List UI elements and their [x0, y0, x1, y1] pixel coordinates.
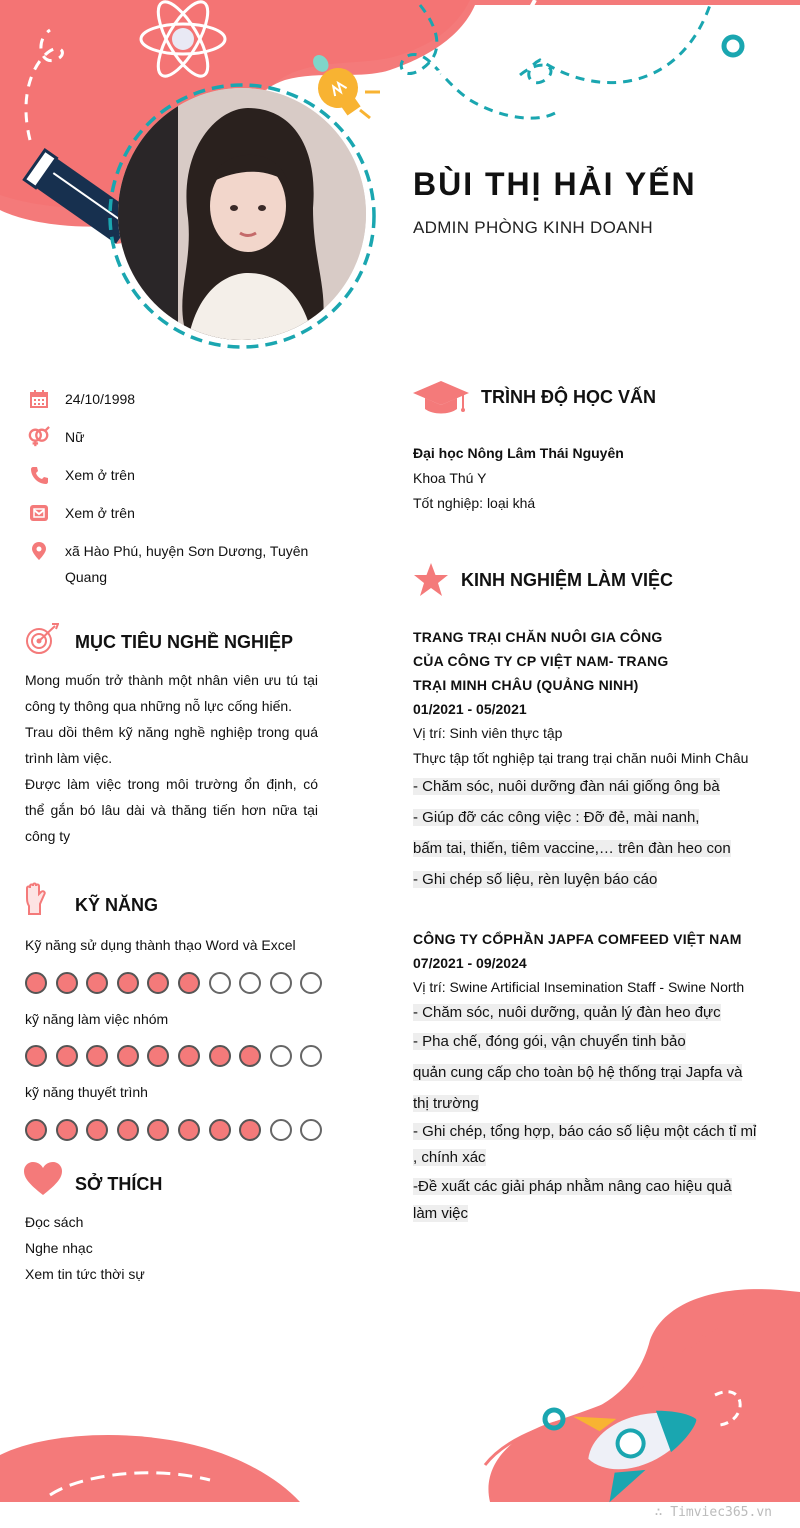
- company-name: CỦA CÔNG TY CP VIỆT NAM- TRANG: [413, 653, 669, 669]
- hobby-item: Đọc sách: [25, 1214, 84, 1230]
- duty-text: - Pha chế, đóng gói, vận chuyển tinh bảo: [413, 1033, 686, 1050]
- job-duty: [413, 833, 783, 864]
- experience-job: [413, 927, 788, 1225]
- rating-dot-filled: [117, 1119, 139, 1141]
- hobby-item: Xem tin tức thời sự: [25, 1266, 145, 1282]
- rating-dot-filled: [25, 1045, 47, 1067]
- duty-text: , chính xác: [413, 1149, 486, 1166]
- graduation-rank: Tốt nghiệp: loại khá: [413, 495, 536, 511]
- rating-dot-filled: [209, 1045, 231, 1067]
- email-icon: [28, 502, 50, 524]
- rating-dot-filled: [147, 1119, 169, 1141]
- watermark: ∴ Timviec365.vn: [654, 1505, 772, 1520]
- gender-icon: [28, 426, 50, 448]
- rating-dot-empty: [300, 1119, 322, 1141]
- job-duty: [413, 1026, 788, 1057]
- duty-text: quản cung cấp cho toàn bộ hệ thống trại Japfa và: [413, 1064, 743, 1081]
- profile-photo: [118, 88, 366, 340]
- hand-icon: [24, 882, 48, 916]
- rating-dot-empty: [300, 1045, 322, 1067]
- job-position: Vị trí: Swine Artificial Insemination Staff - Swine North: [413, 979, 745, 995]
- target-icon: [24, 623, 60, 655]
- phone-icon: [28, 464, 50, 486]
- job-duty: [413, 1145, 788, 1171]
- rating-dot-filled: [117, 1045, 139, 1067]
- education-title: TRÌNH ĐỘ HỌC VẤN: [481, 387, 656, 407]
- rating-dot-empty: [270, 1119, 292, 1141]
- calendar-icon: [28, 388, 50, 410]
- rating-dot-filled: [178, 1119, 200, 1141]
- skill-rating: [25, 972, 322, 994]
- job-duty: [413, 1203, 788, 1225]
- skill-label: Kỹ năng sử dụng thành thạo Word và Excel: [25, 937, 296, 953]
- experience-title: KINH NGHIỆM LÀM VIỆC: [461, 570, 674, 590]
- job-period: 07/2021 - 09/2024: [413, 955, 527, 971]
- rating-dot-filled: [86, 1045, 108, 1067]
- objective-line: Được làm việc trong môi trường ổn định, có thể gắn bó lâu dài và thăng tiến hơn nữa tại công ty: [25, 776, 318, 844]
- company-name: TRANG TRẠI CHĂN NUÔI GIA CÔNG: [413, 629, 663, 645]
- duty-text: làm việc: [413, 1205, 469, 1222]
- job-note: Thực tập tốt nghiệp tại trang trại chăn nuôi Minh Châu: [413, 750, 749, 766]
- graduation-cap-icon: [413, 380, 469, 416]
- rating-dot-empty: [270, 972, 292, 994]
- job-duty: [413, 802, 783, 833]
- rating-dot-filled: [147, 972, 169, 994]
- address-text: xã Hào Phú, huyện Sơn Dương, Tuyên Quang: [65, 543, 309, 585]
- contact-phone: [28, 464, 328, 488]
- duty-text: -Đề xuất các giải pháp nhằm nâng cao hiệu quả: [413, 1178, 732, 1195]
- duty-text: - Chăm sóc, nuôi dưỡng, quản lý đàn heo đực: [413, 1004, 721, 1021]
- rating-dot-filled: [209, 1119, 231, 1141]
- objective-line: Trau dồi thêm kỹ năng nghề nghiệp trong quá trình làm việc.: [25, 724, 318, 766]
- duty-text: thị trường: [413, 1095, 479, 1112]
- objective-line: Mong muốn trở thành một nhân viên ưu tú tại công ty thông qua những nỗ lực cống hiến.: [25, 672, 318, 714]
- rating-dot-filled: [56, 972, 78, 994]
- company-name: CÔNG TY CỔPHẦN JAPFA COMFEED VIỆT NAM: [413, 931, 742, 947]
- birthday-text: 24/10/1998: [65, 391, 136, 407]
- rating-dot-filled: [56, 1045, 78, 1067]
- job-position: Vị trí: Sinh viên thực tập: [413, 725, 563, 741]
- duty-text: bấm tai, thiến, tiêm vaccine,… trên đàn heo con: [413, 840, 731, 857]
- phone-text: Xem ở trên: [65, 467, 135, 483]
- rating-dot-filled: [239, 1119, 261, 1141]
- skill-label: kỹ năng làm việc nhóm: [25, 1011, 169, 1027]
- contact-address: [28, 540, 328, 590]
- duty-text: - Ghi chép số liệu, rèn luyện báo cáo: [413, 871, 658, 888]
- rating-dot-filled: [239, 1045, 261, 1067]
- job-duty: [413, 1171, 788, 1203]
- skills-title: KỸ NĂNG: [75, 895, 159, 915]
- rating-dot-filled: [117, 972, 139, 994]
- company-name: TRẠI MINH CHÂU (QUẢNG NINH): [413, 677, 639, 693]
- rating-dot-filled: [86, 1119, 108, 1141]
- contact-email: [28, 502, 328, 526]
- rating-dot-filled: [25, 1119, 47, 1141]
- rating-dot-filled: [178, 1045, 200, 1067]
- duty-text: - Ghi chép, tổng hợp, báo cáo số liệu một cách tỉ mỉ: [413, 1123, 757, 1140]
- faculty: Khoa Thú Y: [413, 470, 487, 486]
- contact-gender: [28, 426, 328, 450]
- star-icon: [413, 562, 449, 598]
- location-pin-icon: [28, 540, 50, 562]
- job-duty: [413, 771, 783, 802]
- candidate-name: BÙI THỊ HẢI YẾN: [413, 166, 697, 202]
- rating-dot-filled: [178, 972, 200, 994]
- skill-rating: [25, 1119, 322, 1141]
- job-duty: [413, 1057, 788, 1088]
- rating-dot-filled: [56, 1119, 78, 1141]
- rating-dot-filled: [25, 972, 47, 994]
- skill-label: kỹ năng thuyết trình: [25, 1084, 148, 1100]
- skill-rating: [25, 1045, 322, 1067]
- hobbies-title: SỞ THÍCH: [75, 1174, 163, 1194]
- gender-text: Nữ: [65, 429, 85, 445]
- rating-dot-empty: [300, 972, 322, 994]
- rating-dot-filled: [147, 1045, 169, 1067]
- rating-dot-filled: [86, 972, 108, 994]
- job-duty: [413, 1088, 788, 1119]
- rating-dot-empty: [239, 972, 261, 994]
- school-name: Đại học Nông Lâm Thái Nguyên: [413, 445, 624, 461]
- duty-text: - Chăm sóc, nuôi dưỡng đàn nái giống ông bà: [413, 778, 720, 795]
- job-period: 01/2021 - 05/2021: [413, 701, 527, 717]
- job-title: ADMIN PHÒNG KINH DOANH: [413, 218, 653, 237]
- email-text: Xem ở trên: [65, 505, 135, 521]
- education-details: [413, 441, 624, 516]
- job-duty: [413, 1000, 788, 1026]
- heart-icon: [24, 1162, 62, 1196]
- rating-dot-empty: [270, 1045, 292, 1067]
- rating-dot-empty: [209, 972, 231, 994]
- objective-title: MỤC TIÊU NGHỀ NGHIỆP: [75, 632, 294, 652]
- duty-text: - Giúp đỡ các công việc : Đỡ đẻ, mài nanh,: [413, 809, 700, 826]
- job-duty: [413, 1119, 788, 1145]
- contact-birthday: [28, 388, 328, 412]
- job-duty: [413, 864, 783, 895]
- hobby-item: Nghe nhạc: [25, 1240, 93, 1256]
- hobbies-list: [25, 1209, 145, 1287]
- experience-job: [413, 625, 783, 895]
- objective-text: [25, 667, 318, 849]
- avatar-illustration: [118, 88, 366, 340]
